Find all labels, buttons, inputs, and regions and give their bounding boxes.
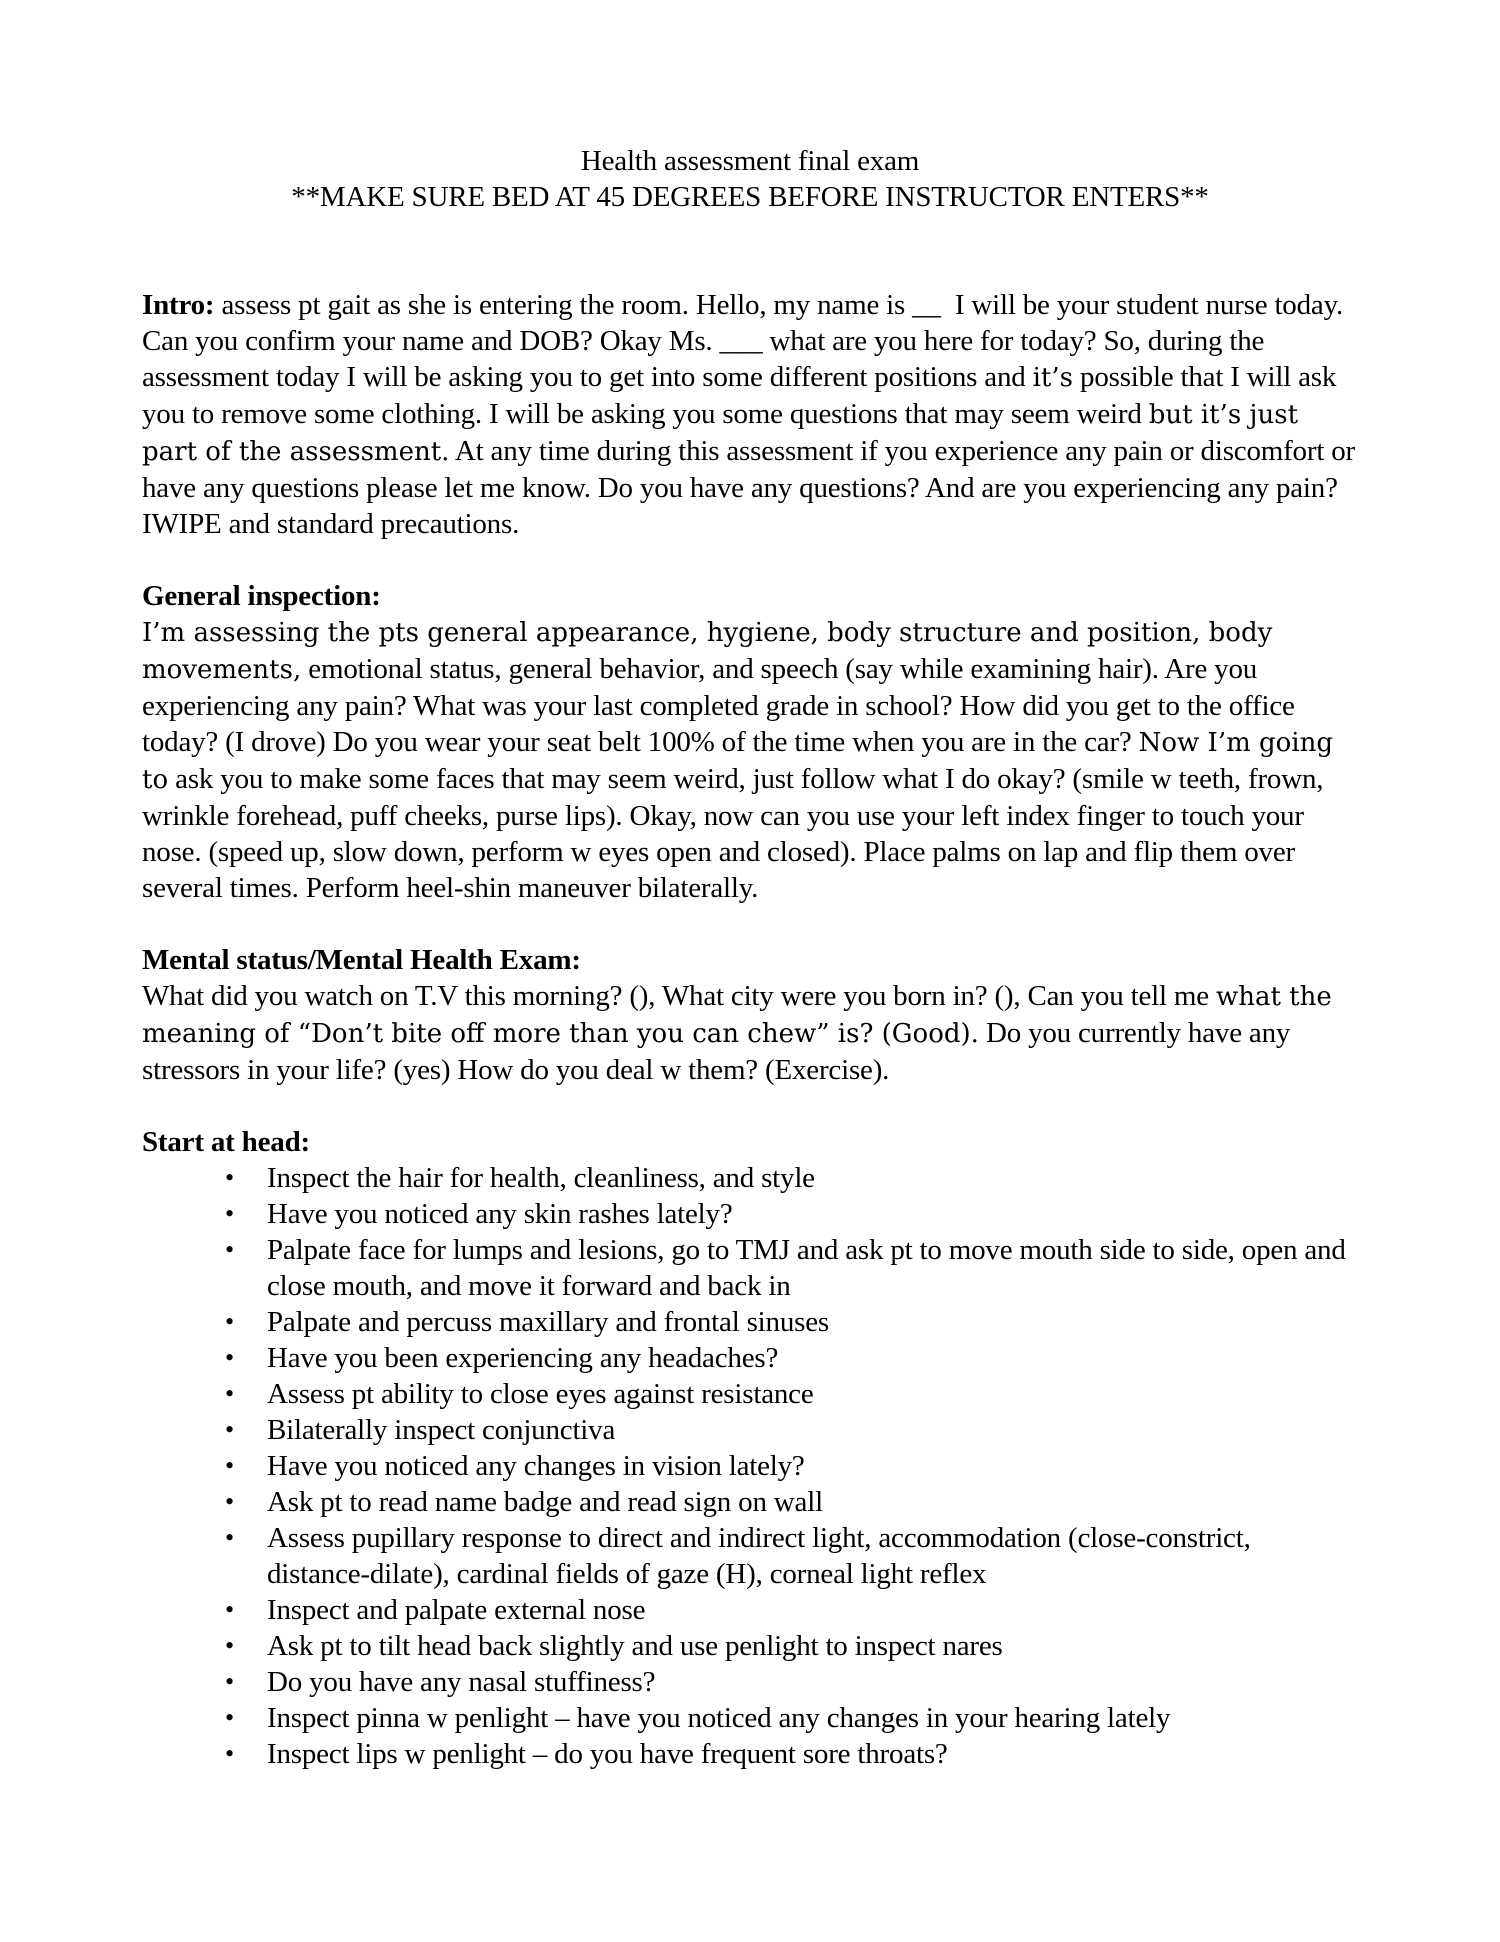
text-run: emotional status, general behavior, and speech (say while examining hair). Are you experiencing any pain? What was your last completed grade in school? How did you get to the office today? (I drove) Do you wear your seat belt 100% of the time when you are in the car? xyxy=(142,653,1302,758)
bullet-icon: • xyxy=(225,1703,234,1732)
document-body xyxy=(142,287,1363,1772)
list-item-text: Assess pt ability to close eyes against resistance xyxy=(267,1378,814,1410)
bullet-icon: • xyxy=(225,1595,234,1624)
text-run: At any time during this assessment if you experience any pain or discomfort or have any questions please let me know. Do you have any questions? And are you experiencing any pain? IWIPE and standard precautions. xyxy=(142,435,1363,540)
text-run: Now I’m going to xyxy=(142,728,1342,795)
list-item xyxy=(142,1376,1358,1412)
bullet-icon: • xyxy=(225,1415,234,1444)
list-item-text: Inspect pinna w penlight – have you noticed any changes in your hearing lately xyxy=(267,1702,1171,1734)
section-heading: Mental status/Mental Health Exam: xyxy=(142,944,581,976)
list-item-text: Palpate face for lumps and lesions, go to TMJ and ask pt to move mouth side to side, open and close mouth, and move it forward and back in xyxy=(267,1234,1353,1302)
list-item-text: Inspect the hair for health, cleanliness, and style xyxy=(267,1162,815,1194)
list-item-text: Have you noticed any skin rashes lately? xyxy=(267,1198,733,1230)
list-item-text: Ask pt to tilt head back slightly and use penlight to inspect nares xyxy=(267,1630,1003,1662)
list-item-text: Assess pupillary response to direct and indirect light, accommodation (close-constrict, distance-dilate), cardinal fields of gaze (H), corneal light reflex xyxy=(267,1522,1258,1590)
bullet-list xyxy=(142,1160,1358,1772)
list-item xyxy=(142,1736,1358,1772)
list-item-text: Inspect and palpate external nose xyxy=(267,1594,646,1626)
list-item xyxy=(142,1304,1358,1340)
bullet-icon: • xyxy=(225,1343,234,1372)
list-item-text: Bilaterally inspect conjunctiva xyxy=(267,1414,616,1446)
section-heading: General inspection: xyxy=(142,580,381,612)
list-item xyxy=(142,1412,1358,1448)
paragraph-lead-label: Intro: xyxy=(142,289,215,321)
bullet-icon: • xyxy=(225,1739,234,1768)
text-run: it’s xyxy=(1032,363,1073,393)
bullet-icon: • xyxy=(225,1235,234,1264)
list-item xyxy=(142,1664,1358,1700)
bullet-icon: • xyxy=(225,1631,234,1660)
text-run: assess pt gait as she is entering the room. Hello, my name is __ I will be your student nurse today. Can you confirm your name and DOB? Okay Ms. ___ what are you here for today? So, during the assessment today I will be asking you to get into some different positions and xyxy=(142,289,1351,393)
list-item xyxy=(142,1160,1358,1196)
list-item xyxy=(142,1700,1358,1736)
text-run: possible that I will ask you to remove some clothing. I will be asking you some questions that may seem weird xyxy=(142,361,1344,430)
bullet-icon: • xyxy=(225,1307,234,1336)
list-item xyxy=(142,1340,1358,1376)
list-item-text: Ask pt to read name badge and read sign on wall xyxy=(267,1486,823,1518)
list-item xyxy=(142,1520,1358,1592)
text-run: I’m assessing the pts general appearance, hygiene, body structure and position, body movements, xyxy=(142,618,1281,685)
paragraph xyxy=(142,978,1358,1088)
paragraph-spacer xyxy=(142,1088,1358,1124)
list-item-text: Do you have any nasal stuffiness? xyxy=(267,1666,656,1698)
bullet-icon: • xyxy=(225,1667,234,1696)
list-item xyxy=(142,1592,1358,1628)
paragraph xyxy=(142,614,1358,906)
bullet-icon: • xyxy=(225,1163,234,1192)
list-item xyxy=(142,1628,1358,1664)
bed-warning-note: **MAKE SURE BED AT 45 DEGREES BEFORE INSTRUCTOR ENTERS** xyxy=(291,181,1209,213)
list-item xyxy=(142,1196,1358,1232)
list-item-text: Inspect lips w penlight – do you have frequent sore throats? xyxy=(267,1738,948,1770)
text-run: what the meaning of “Don’t bite off more than you can chew” is? (Good). xyxy=(142,982,1341,1049)
text-run: Do you currently have any stressors in your life? (yes) How do you deal w them? (Exercise). xyxy=(142,1017,1298,1086)
text-run: but it’s just part of the assessment. xyxy=(142,400,1307,467)
page-title: Health assessment final exam xyxy=(580,145,920,177)
bullet-icon: • xyxy=(225,1451,234,1480)
bullet-icon: • xyxy=(225,1487,234,1516)
spacer xyxy=(142,215,1358,287)
bullet-icon: • xyxy=(225,1199,234,1228)
list-item-text: Palpate and percuss maxillary and frontal sinuses xyxy=(267,1306,829,1338)
bullet-icon: • xyxy=(225,1523,234,1552)
list-item xyxy=(142,1232,1358,1304)
text-run: What did you watch on T.V this morning? (), What city were you born in? (), Can you tell me xyxy=(142,980,1216,1012)
paragraph xyxy=(142,287,1363,542)
paragraph-spacer xyxy=(142,906,1358,942)
list-item xyxy=(142,1484,1358,1520)
list-item-text: Have you noticed any changes in vision lately? xyxy=(267,1450,805,1482)
bullet-icon: • xyxy=(225,1379,234,1408)
list-item xyxy=(142,1448,1358,1484)
section-heading: Start at head: xyxy=(142,1126,310,1158)
text-run: ask you to make some faces that may seem weird, just follow what I do okay? (smile w teeth, frown, wrinkle forehead, puff cheeks, purse lips). Okay, now can you use your left index finger to touch your nose. (speed up, slow down, perform w eyes open and closed). Place palms on lap and flip them over several times. Perform heel-shin maneuver bilaterally. xyxy=(142,763,1331,904)
paragraph-spacer xyxy=(142,542,1358,578)
list-item-text: Have you been experiencing any headaches? xyxy=(267,1342,779,1374)
